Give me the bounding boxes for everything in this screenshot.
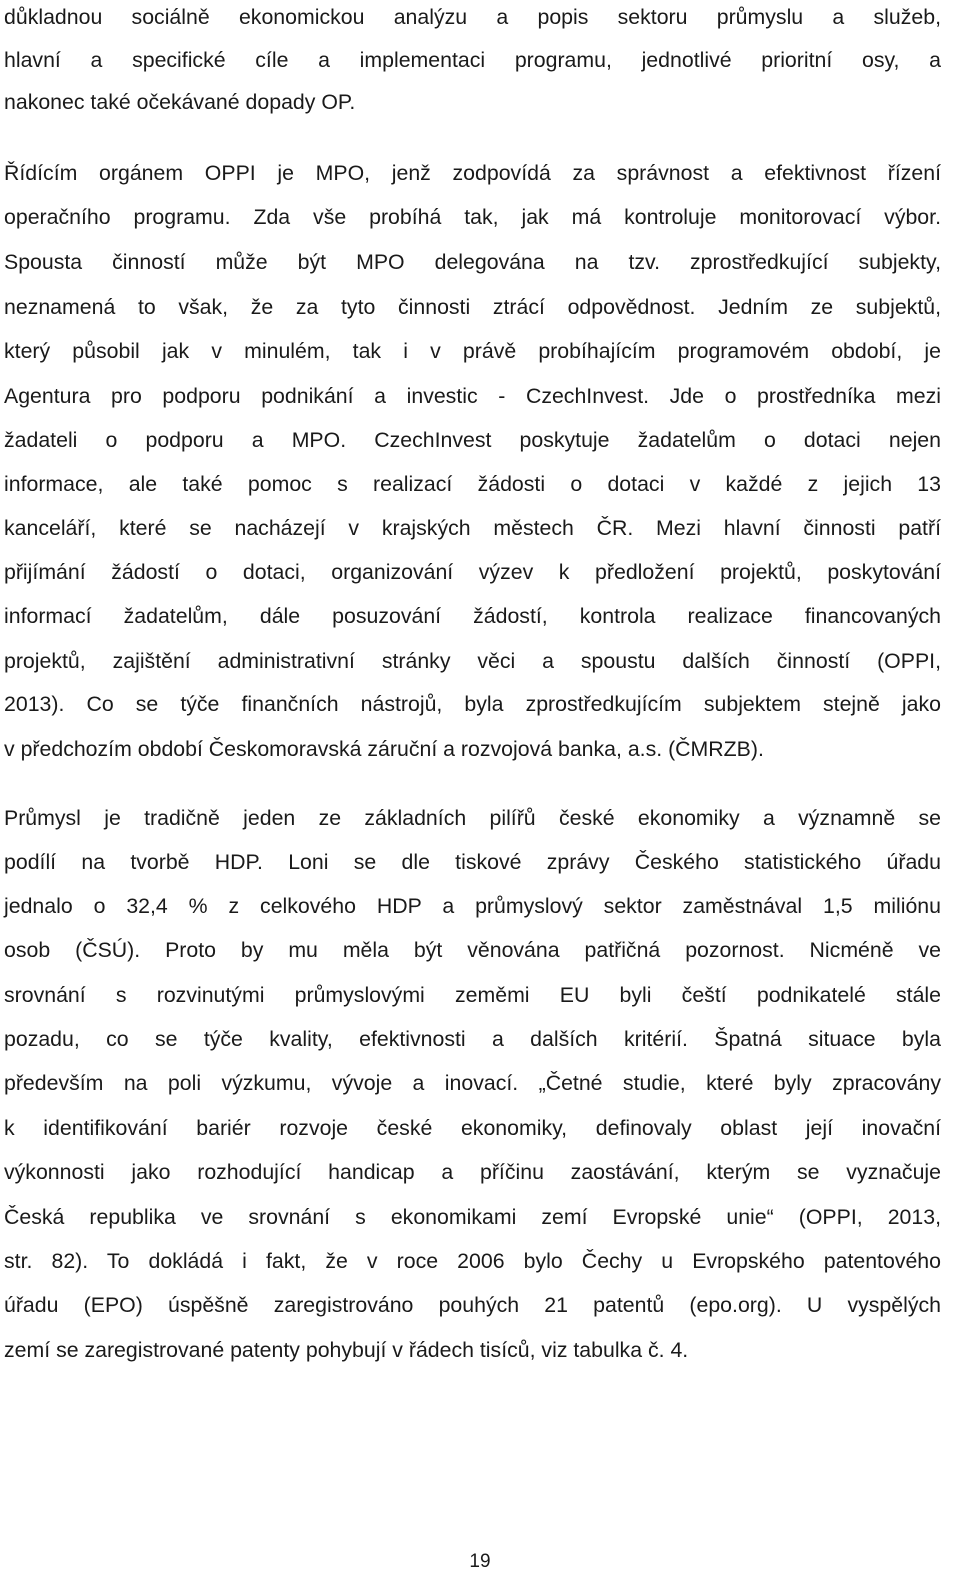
text-line: nakonec také očekávané dopady OP.	[4, 90, 356, 114]
text-line: Řídícím orgánem OPPI je MPO, jenž zodpovídá za správnost a efektivnost řízení	[4, 161, 941, 185]
text-line: důkladnou sociálně ekonomickou analýzu a popis sektoru průmyslu a služeb,	[4, 5, 941, 29]
text-line: neznamená to však, že za tyto činnosti ztrácí odpovědnost. Jedním ze subjektů,	[4, 295, 941, 319]
text-line: Agentura pro podporu podnikání a investic - CzechInvest. Jde o prostředníka mezi	[4, 384, 941, 408]
text-line: Česká republika ve srovnání s ekonomikami zemí Evropské unie“ (OPPI, 2013,	[4, 1205, 941, 1229]
text-line: úřadu (EPO) úspěšně zaregistrováno pouhých 21 patentů (epo.org). U vyspělých	[4, 1293, 941, 1317]
text-line: výkonnosti jako rozhodující handicap a příčinu zaostávání, kterým se vyznačuje	[4, 1160, 941, 1184]
text-line: žadateli o podporu a MPO. CzechInvest poskytuje žadatelům o dotaci nejen	[4, 428, 941, 452]
text-line: zemí se zaregistrované patenty pohybují v řádech tisíců, viz tabulka č. 4.	[4, 1338, 689, 1362]
text-line: 2013). Co se týče finančních nástrojů, byla zprostředkujícím subjektem stejně jako	[4, 692, 941, 716]
text-line: k identifikování bariér rozvoje české ekonomiky, definovaly oblast její inovační	[4, 1116, 941, 1140]
text-line: informace, ale také pomoc s realizací žádosti o dotaci v každé z jejich 13	[4, 472, 941, 496]
text-line: podílí na tvorbě HDP. Loni se dle tiskové zprávy Českého statistického úřadu	[4, 850, 941, 874]
text-line: osob (ČSÚ). Proto by mu měla být věnována patřičná pozornost. Nicméně ve	[4, 938, 941, 962]
text-line: Spousta činností může být MPO delegována na tzv. zprostředkující subjekty,	[4, 250, 941, 274]
text-line: informací žadatelům, dále posuzování žádostí, kontrola realizace financovaných	[4, 604, 941, 628]
page-number: 19	[469, 1551, 491, 1572]
text-line: kanceláří, které se nacházejí v krajských městech ČR. Mezi hlavní činnosti patří	[4, 516, 941, 540]
text-line: především na poli výzkumu, vývoje a inovací. „Četné studie, které byly zpracovány	[4, 1071, 941, 1095]
text-line: jednalo o 32,4 % z celkového HDP a průmyslový sektor zaměstnával 1,5 miliónu	[4, 894, 941, 918]
text-line: projektů, zajištění administrativní stránky věci a spoustu dalších činností (OPPI,	[4, 649, 941, 673]
text-line: Průmysl je tradičně jeden ze základních pilířů české ekonomiky a významně se	[4, 806, 941, 830]
text-line: přijímání žádostí o dotaci, organizování výzev k předložení projektů, poskytování	[4, 560, 941, 584]
text-line: str. 82). To dokládá i fakt, že v roce 2006 bylo Čechy u Evropského patentového	[4, 1249, 941, 1273]
text-line: operačního programu. Zda vše probíhá tak, jak má kontroluje monitorovací výbor.	[4, 205, 941, 229]
text-line: který působil jak v minulém, tak i v právě probíhajícím programovém období, je	[4, 339, 941, 363]
text-line: srovnání s rozvinutými průmyslovými zeměmi EU byli čeští podnikatelé stále	[4, 983, 941, 1007]
text-line: hlavní a specifické cíle a implementaci programu, jednotlivé prioritní osy, a	[4, 48, 941, 72]
text-line: pozadu, co se týče kvality, efektivnosti a dalších kritérií. Špatná situace byla	[4, 1027, 941, 1051]
text-line: v předchozím období Českomoravská záruční a rozvojová banka, a.s. (ČMRZB).	[4, 737, 764, 761]
